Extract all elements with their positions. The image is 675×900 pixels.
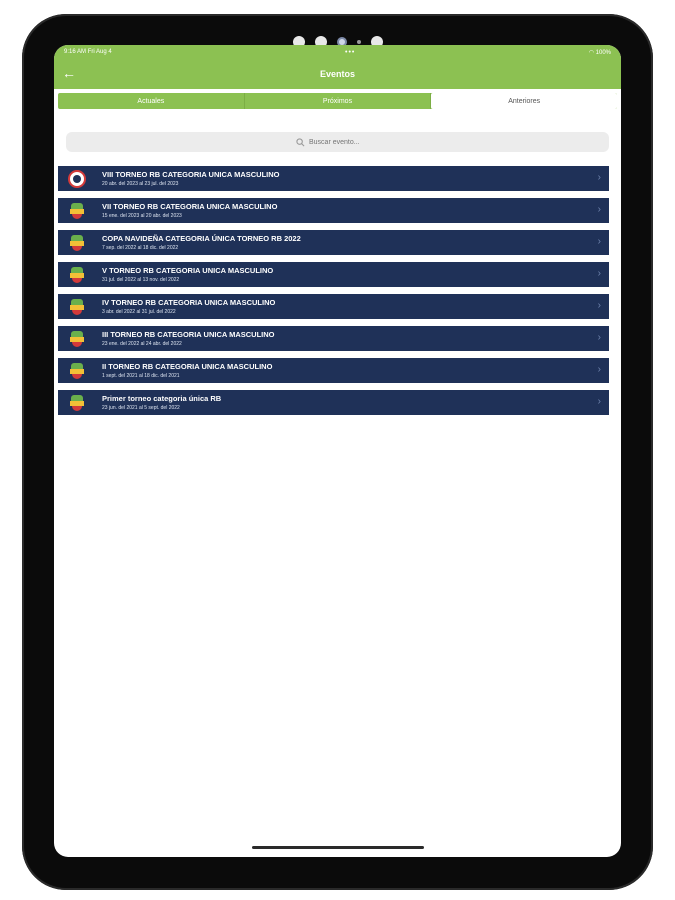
event-row[interactable]: [58, 262, 609, 287]
event-row[interactable]: [58, 326, 609, 351]
tournament-logo-icon: [68, 266, 86, 284]
event-dates: 31 jul. del 2022 al 13 nov. del 2022: [102, 277, 180, 283]
tournament-logo-icon: [68, 170, 86, 188]
event-dates: 1 sept. del 2021 al 18 dic. del 2021: [102, 373, 180, 379]
chevron-right-icon: ›: [597, 236, 601, 247]
arrow-left-icon[interactable]: ←: [62, 65, 76, 81]
chevron-right-icon: ›: [597, 172, 601, 183]
tab-anteriores[interactable]: Anteriores: [431, 93, 617, 109]
chevron-right-icon: ›: [597, 268, 601, 279]
app-screen: [54, 45, 621, 857]
chevron-right-icon: ›: [597, 300, 601, 311]
tournament-logo-icon: [68, 298, 86, 316]
status-date: Fri Aug 4: [87, 49, 112, 55]
event-dates: 20 abr. del 2023 al 23 jul. del 2023: [102, 181, 179, 187]
event-row[interactable]: [58, 358, 609, 383]
chevron-right-icon: ›: [597, 396, 601, 407]
event-dates: 3 abr. del 2022 al 31 jul. del 2022: [102, 309, 176, 315]
event-text-group: [102, 394, 221, 411]
search-input[interactable]: [309, 139, 379, 146]
status-time-date: [64, 49, 112, 55]
tournament-logo-icon: [68, 234, 86, 252]
event-dates: 15 ene. del 2023 al 20 abr. del 2023: [102, 213, 182, 219]
event-text-group: [102, 298, 275, 315]
navigation-bar: [54, 59, 621, 89]
event-row[interactable]: [58, 294, 609, 319]
chevron-right-icon: ›: [597, 332, 601, 343]
home-indicator[interactable]: [252, 846, 424, 849]
chevron-right-icon: ›: [597, 364, 601, 375]
wifi-icon: ◠: [588, 49, 594, 56]
page-title: Eventos: [319, 69, 355, 79]
event-text-group: [102, 266, 273, 283]
search-icon: [296, 138, 305, 147]
event-row[interactable]: [58, 390, 609, 415]
event-title: VII TORNEO RB CATEGORIA UNICA MASCULINO: [102, 202, 278, 211]
tab-actuales[interactable]: Actuales: [58, 93, 245, 109]
battery-level: 100%: [595, 49, 611, 56]
event-row[interactable]: [58, 230, 609, 255]
event-text-group: [102, 330, 275, 347]
event-text-group: [102, 170, 280, 187]
event-text-group: [102, 202, 277, 219]
event-title: IV TORNEO RB CATEGORIA UNICA MASCULINO: [102, 298, 276, 307]
event-title: VIII TORNEO RB CATEGORIA UNICA MASCULINO: [102, 170, 280, 179]
event-title: III TORNEO RB CATEGORIA UNICA MASCULINO: [102, 330, 275, 339]
multitask-dots[interactable]: •••: [345, 48, 356, 56]
tab-proximos[interactable]: Próximos: [245, 93, 432, 109]
sensor-dot: [357, 40, 361, 44]
event-text-group: [102, 234, 301, 251]
chevron-right-icon: ›: [597, 204, 601, 215]
battery-indicator: [589, 49, 611, 56]
event-title: II TORNEO RB CATEGORIA UNICA MASCULINO: [102, 362, 273, 371]
tournament-logo-icon: [68, 330, 86, 348]
event-title: COPA NAVIDEÑA CATEGORIA ÚNICA TORNEO RB 2022: [102, 234, 301, 243]
tournament-logo-icon: [68, 362, 86, 380]
event-row[interactable]: [58, 166, 609, 191]
event-dates: 7 sep. del 2022 al 18 dic. del 2022: [102, 245, 179, 251]
tab-bar: [57, 92, 618, 110]
event-dates: 23 ene. del 2022 al 24 abr. del 2022: [102, 341, 182, 347]
event-list: [54, 166, 621, 415]
event-text-group: [102, 362, 272, 379]
tournament-logo-icon: [68, 394, 86, 412]
status-time: 9:16 AM: [64, 49, 87, 55]
search-bar[interactable]: [66, 132, 609, 152]
event-dates: 23 jun. del 2021 al 5 sept. del 2022: [102, 405, 180, 411]
tournament-logo-icon: [68, 202, 86, 220]
status-bar: [54, 45, 621, 59]
event-title: V TORNEO RB CATEGORIA UNICA MASCULINO: [102, 266, 274, 275]
event-title: Primer torneo categoria única RB: [102, 394, 222, 403]
top-bar: [54, 45, 621, 89]
event-row[interactable]: [58, 198, 609, 223]
search-container: [54, 132, 621, 152]
